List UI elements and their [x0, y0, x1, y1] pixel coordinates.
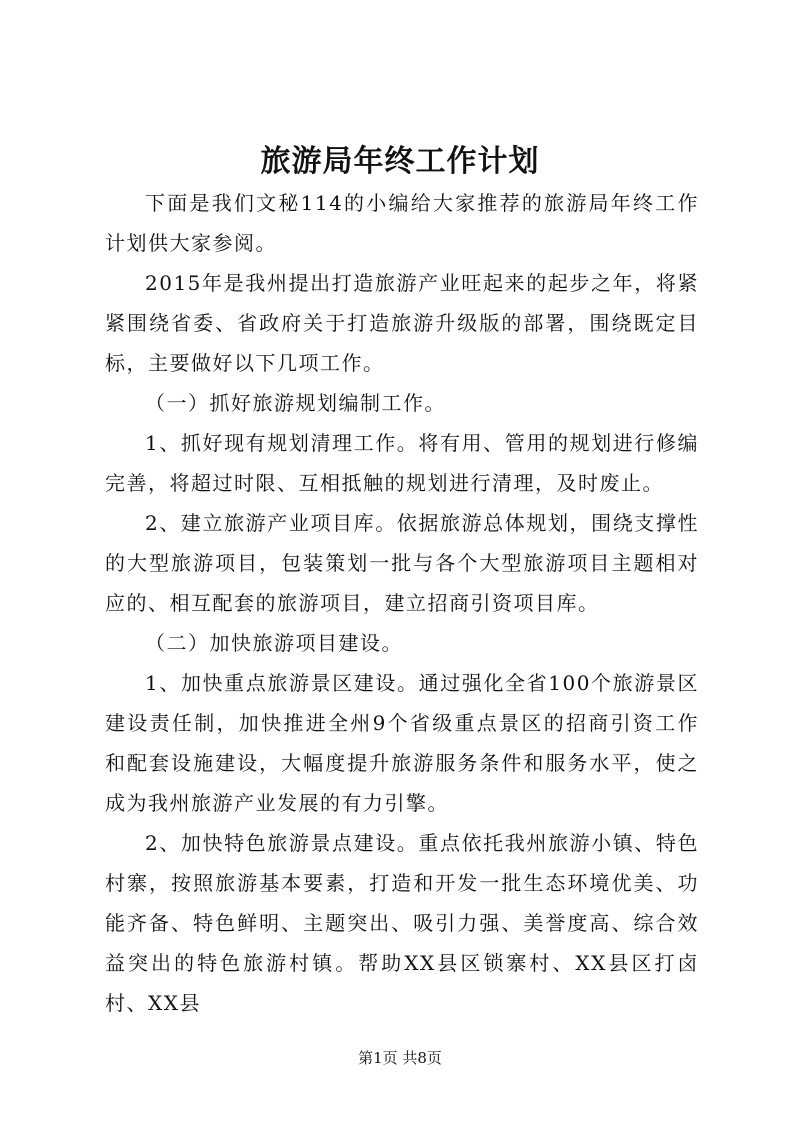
section-heading-1: （一）抓好旅游规划编制工作。	[145, 391, 446, 415]
section-heading-2: （二）加快旅游项目建设。	[145, 631, 403, 655]
paragraph-item: 1、加快重点旅游景区建设。通过强化全省100个旅游景区建设责任制，加快推进全州9个省级重点景区的招商引资工作和配套设施建设，大幅度提升旅游服务条件和服务水平，使之成为我州旅游产业发展的有力引擎。	[105, 671, 699, 815]
page-footer: 第1页 共8页	[358, 1049, 442, 1067]
paragraph-overview: 2015年是我州提出打造旅游产业旺起来的起步之年，将紧紧围绕省委、省政府关于打造旅游升级版的部署，围绕既定目标，主要做好以下几项工作。	[105, 271, 699, 375]
document-body	[105, 183, 699, 1023]
paragraph-item: 1、抓好现有规划清理工作。将有用、管用的规划进行修编完善，将超过时限、互相抵触的规划进行清理，及时废止。	[105, 431, 699, 495]
paragraph-item: 2、建立旅游产业项目库。依据旅游总体规划，围绕支撑性的大型旅游项目，包装策划一批与各个大型旅游项目主题相对应的、相互配套的旅游项目，建立招商引资项目库。	[105, 511, 699, 615]
paragraph-intro: 下面是我们文秘114的小编给大家推荐的旅游局年终工作计划供大家参阅。	[105, 191, 699, 255]
paragraph-item: 2、加快特色旅游景点建设。重点依托我州旅游小镇、特色村寨，按照旅游基本要素，打造和开发一批生态环境优美、功能齐备、特色鲜明、主题突出、吸引力强、美誉度高、综合效益突出的特色旅游村镇。帮助XX县区锁寨村、XX县区打卤村、XX县	[105, 831, 699, 1015]
document-title: 旅游局年终工作计划	[260, 144, 540, 179]
